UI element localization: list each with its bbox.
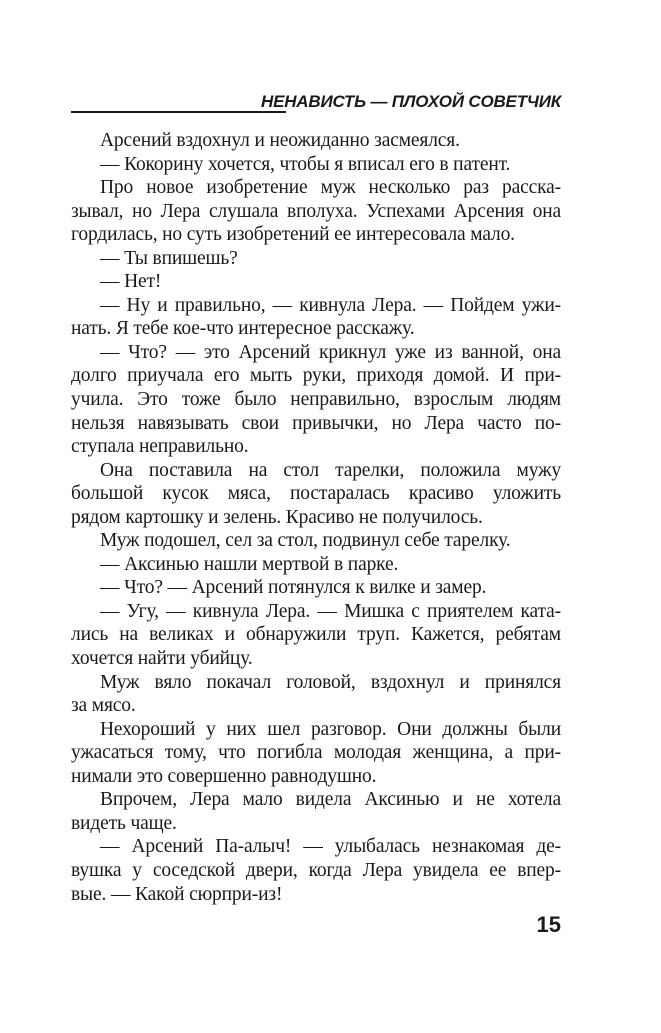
text-line: ступала неправильно. <box>71 436 249 458</box>
text-line: Арсений вздохнул и неожиданно засмеялся. <box>100 130 460 151</box>
body-text <box>71 129 561 906</box>
page-number: 15 <box>536 912 561 937</box>
text-line: Муж подошел, сел за стол, подвинул себе тарелку. <box>100 530 511 552</box>
text-line: — Что? — это Арсений крикнул уже из ванной, она <box>100 341 561 363</box>
text-line: долго приучала его мыть руки, приходя домой. И при- <box>71 365 561 387</box>
header-rule <box>71 111 286 113</box>
text-line: — Арсений Па-алыч! — улыбалась незнакомая де- <box>100 836 561 858</box>
text-line: нельзя навязывать свои привычки, но Лера часто по- <box>71 412 561 434</box>
text-line: нать. Я тебе кое-что интересное расскажу. <box>71 318 415 340</box>
text-line: учила. Это тоже было неправильно, взрослым людям <box>71 389 561 411</box>
text-line: ужасаться тому, что погибла молодая женщина, а при- <box>71 742 561 764</box>
text-line: — Нет! <box>100 271 162 293</box>
text-line: большой кусок мяса, постаралась красиво уложить <box>71 483 561 505</box>
text-line: Нехороший у них шел разговор. Они должны были <box>100 718 561 740</box>
text-line: Впрочем, Лера мало видела Аксинью и не хотела <box>100 789 561 811</box>
text-line: хочется найти убийцу. <box>71 648 253 670</box>
text-line: за мясо. <box>71 695 136 717</box>
header-title: НЕНАВИСТЬ — ПЛОХОЙ СОВЕТЧИК <box>261 92 561 111</box>
text-line: Она поставила на стол тарелки, положила мужу <box>100 459 561 481</box>
text-line: лись на великах и обнаружили труп. Кажется, ребятам <box>71 624 561 646</box>
text-line: — Ну и правильно, — кивнула Лера. — Пойдем ужи- <box>100 294 561 316</box>
text-line: Про новое изобретение муж несколько раз расска- <box>100 177 561 199</box>
text-line: нимали это совершенно равнодушно. <box>71 765 377 787</box>
text-line: — Что? — Арсений потянулся к вилке и замер. <box>100 577 487 599</box>
text-line: — Ты впишешь? <box>100 247 238 269</box>
text-line: гордилась, но суть изобретений ее интересовала мало. <box>71 224 515 246</box>
text-line: — Угу, — кивнула Лера. — Мишка с приятелем ката- <box>100 600 561 622</box>
text-line: вушка у соседской двери, когда Лера увидела ее впер- <box>71 859 561 881</box>
text-line: — Аксинью нашли мертвой в парке. <box>100 553 399 575</box>
running-header <box>71 92 561 116</box>
text-line: — Кокорину хочется, чтобы я вписал его в патент. <box>100 153 511 175</box>
text-line: видеть чаще. <box>71 812 177 834</box>
text-line: рядом картошку и зелень. Красиво не получилось. <box>71 506 483 528</box>
text-line: Муж вяло покачал головой, вздохнул и принялся <box>100 671 561 693</box>
text-line: зывал, но Лера слушала вполуха. Успехами Арсения она <box>71 200 561 222</box>
text-line: вые. — Какой сюрпри-из! <box>71 883 283 905</box>
